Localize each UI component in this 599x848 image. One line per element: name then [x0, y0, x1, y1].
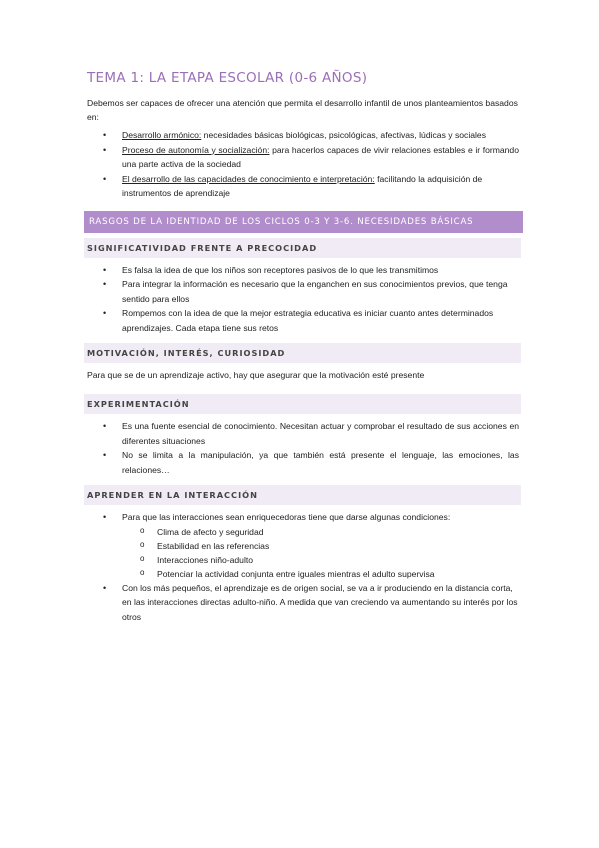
list-item-text: facilitando la adquisición de instrumentos de aprendizaje	[122, 173, 483, 198]
sub-list-item: o Interacciones niño-adulto	[122, 553, 519, 567]
list-item	[87, 510, 519, 581]
section-heading: EXPERIMENTACIÓN	[84, 394, 521, 414]
section-list	[87, 510, 519, 624]
conditions-list	[122, 525, 519, 581]
intro-paragraph: Debemos ser capaces de ofrecer una atención que permita el desarrollo infantil de unos planteamientos basados en:	[87, 98, 518, 122]
list-item-term: Proceso de autonomía y socialización:	[122, 144, 270, 155]
list-item	[87, 143, 519, 172]
section-list	[87, 419, 519, 477]
list-item-text: necesidades básicas biológicas, psicológicas, afectivas, lúdicas y sociales	[201, 130, 486, 140]
list-item: • Para integrar la información es necesario que la enganchen en sus conocimientos previos, que tenga sentido para ellos	[87, 277, 519, 306]
section-banner: RASGOS DE LA IDENTIDAD DE LOS CICLOS 0-3 Y 3-6. NECESIDADES BÁSICAS	[84, 211, 523, 233]
section-heading: APRENDER EN LA INTERACCIÓN	[84, 485, 521, 505]
section-list	[87, 263, 519, 336]
section-heading: MOTIVACIÓN, INTERÉS, CURIOSIDAD	[84, 343, 521, 363]
bases-list	[87, 128, 519, 201]
document-page	[87, 70, 519, 624]
sub-list-item: o Potenciar la actividad conjunta entre iguales mientras el adulto supervisa	[122, 567, 519, 581]
list-item	[87, 172, 519, 201]
page-title: TEMA 1: LA ETAPA ESCOLAR (0-6 AÑOS)	[87, 70, 368, 86]
section-heading: SIGNIFICATIVIDAD FRENTE A PRECOCIDAD	[84, 238, 521, 258]
list-item-text: Para que las interacciones sean enriquecedoras tiene que darse algunas condiciones:	[122, 512, 451, 522]
list-item: • No se limita a la manipulación, ya que también está presente el lenguaje, las emociones, las relaciones…	[87, 448, 519, 477]
list-item-term: Desarrollo armónico:	[122, 130, 202, 140]
list-item	[87, 128, 519, 143]
sub-list-item: o Estabilidad en las referencias	[122, 539, 519, 553]
list-item: • Rompemos con la idea de que la mejor estrategia educativa es iniciar cuanto antes determinados aprendizajes. Cada etapa tiene sus retos	[87, 306, 519, 335]
list-item: • Es falsa la idea de que los niños son receptores pasivos de lo que les transmitimos	[87, 263, 519, 278]
sub-list-item: o Clima de afecto y seguridad	[122, 525, 519, 539]
list-item: • Es una fuente esencial de conocimiento. Necesitan actuar y comprobar el resultado de sus acciones en diferentes situaciones	[87, 419, 519, 448]
list-item-text: para hacerlos capaces de vivir relaciones estables e ir formando una parte activa de la sociedad	[122, 144, 519, 169]
list-item: • Con los más pequeños, el aprendizaje es de origen social, se va a ir produciendo en la distancia corta, en las interacciones directas adulto-niño. A medida que van creciendo va aumentando su interés por los otros	[87, 581, 519, 625]
list-item-term: El desarrollo de las capacidades de conocimiento e interpretación:	[122, 173, 375, 184]
section-text: Para que se de un aprendizaje activo, hay que asegurar que la motivación esté presente	[87, 370, 425, 380]
